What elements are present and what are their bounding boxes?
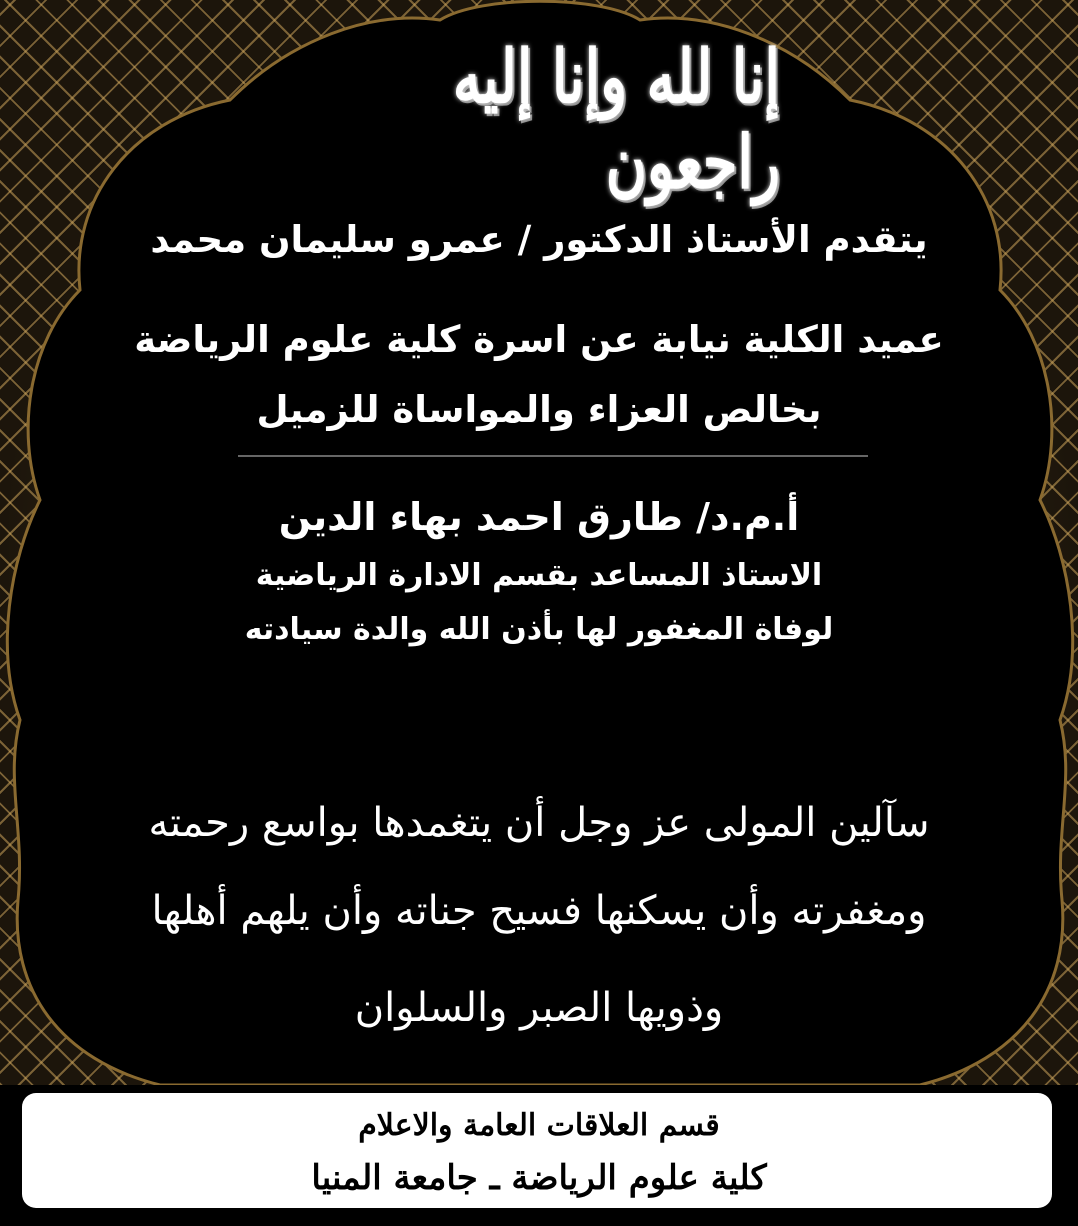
condolence-intro-line: بخالص العزاء والمواساة للزميل bbox=[256, 388, 822, 431]
footer-underline bbox=[238, 1208, 878, 1210]
footer-department: قسم العلاقات العامة والاعلام bbox=[358, 1108, 720, 1143]
colleague-title: الاستاذ المساعد بقسم الادارة الرياضية bbox=[255, 558, 823, 593]
colleague-name: أ.م.د/ طارق احمد بهاء الدين bbox=[278, 495, 800, 539]
prayer-line-1: سآلين المولى عز وجل أن يتغمدها بواسع رحمته bbox=[148, 800, 930, 846]
dean-intro-line: يتقدم الأستاذ الدكتور / عمرو سليمان محمد bbox=[150, 218, 928, 261]
prayer-line-3: وذويها الصبر والسلوان bbox=[354, 985, 724, 1031]
dean-title-line: عميد الكلية نيابة عن اسرة كلية علوم الرياضة bbox=[134, 318, 944, 361]
condolence-reason: لوفاة المغفور لها بأذن الله والدة سيادته bbox=[244, 612, 834, 647]
calligraphy-text: إنا لله وإنا إليه راجعون bbox=[452, 34, 780, 206]
divider bbox=[238, 455, 868, 457]
prayer-line-2: ومغفرته وأن يسكنها فسيح جناته وأن يلهم أهلها bbox=[151, 888, 927, 934]
calligraphy-verse bbox=[300, 34, 780, 206]
footer-institution: كلية علوم الرياضة ـ جامعة المنيا bbox=[311, 1158, 767, 1198]
